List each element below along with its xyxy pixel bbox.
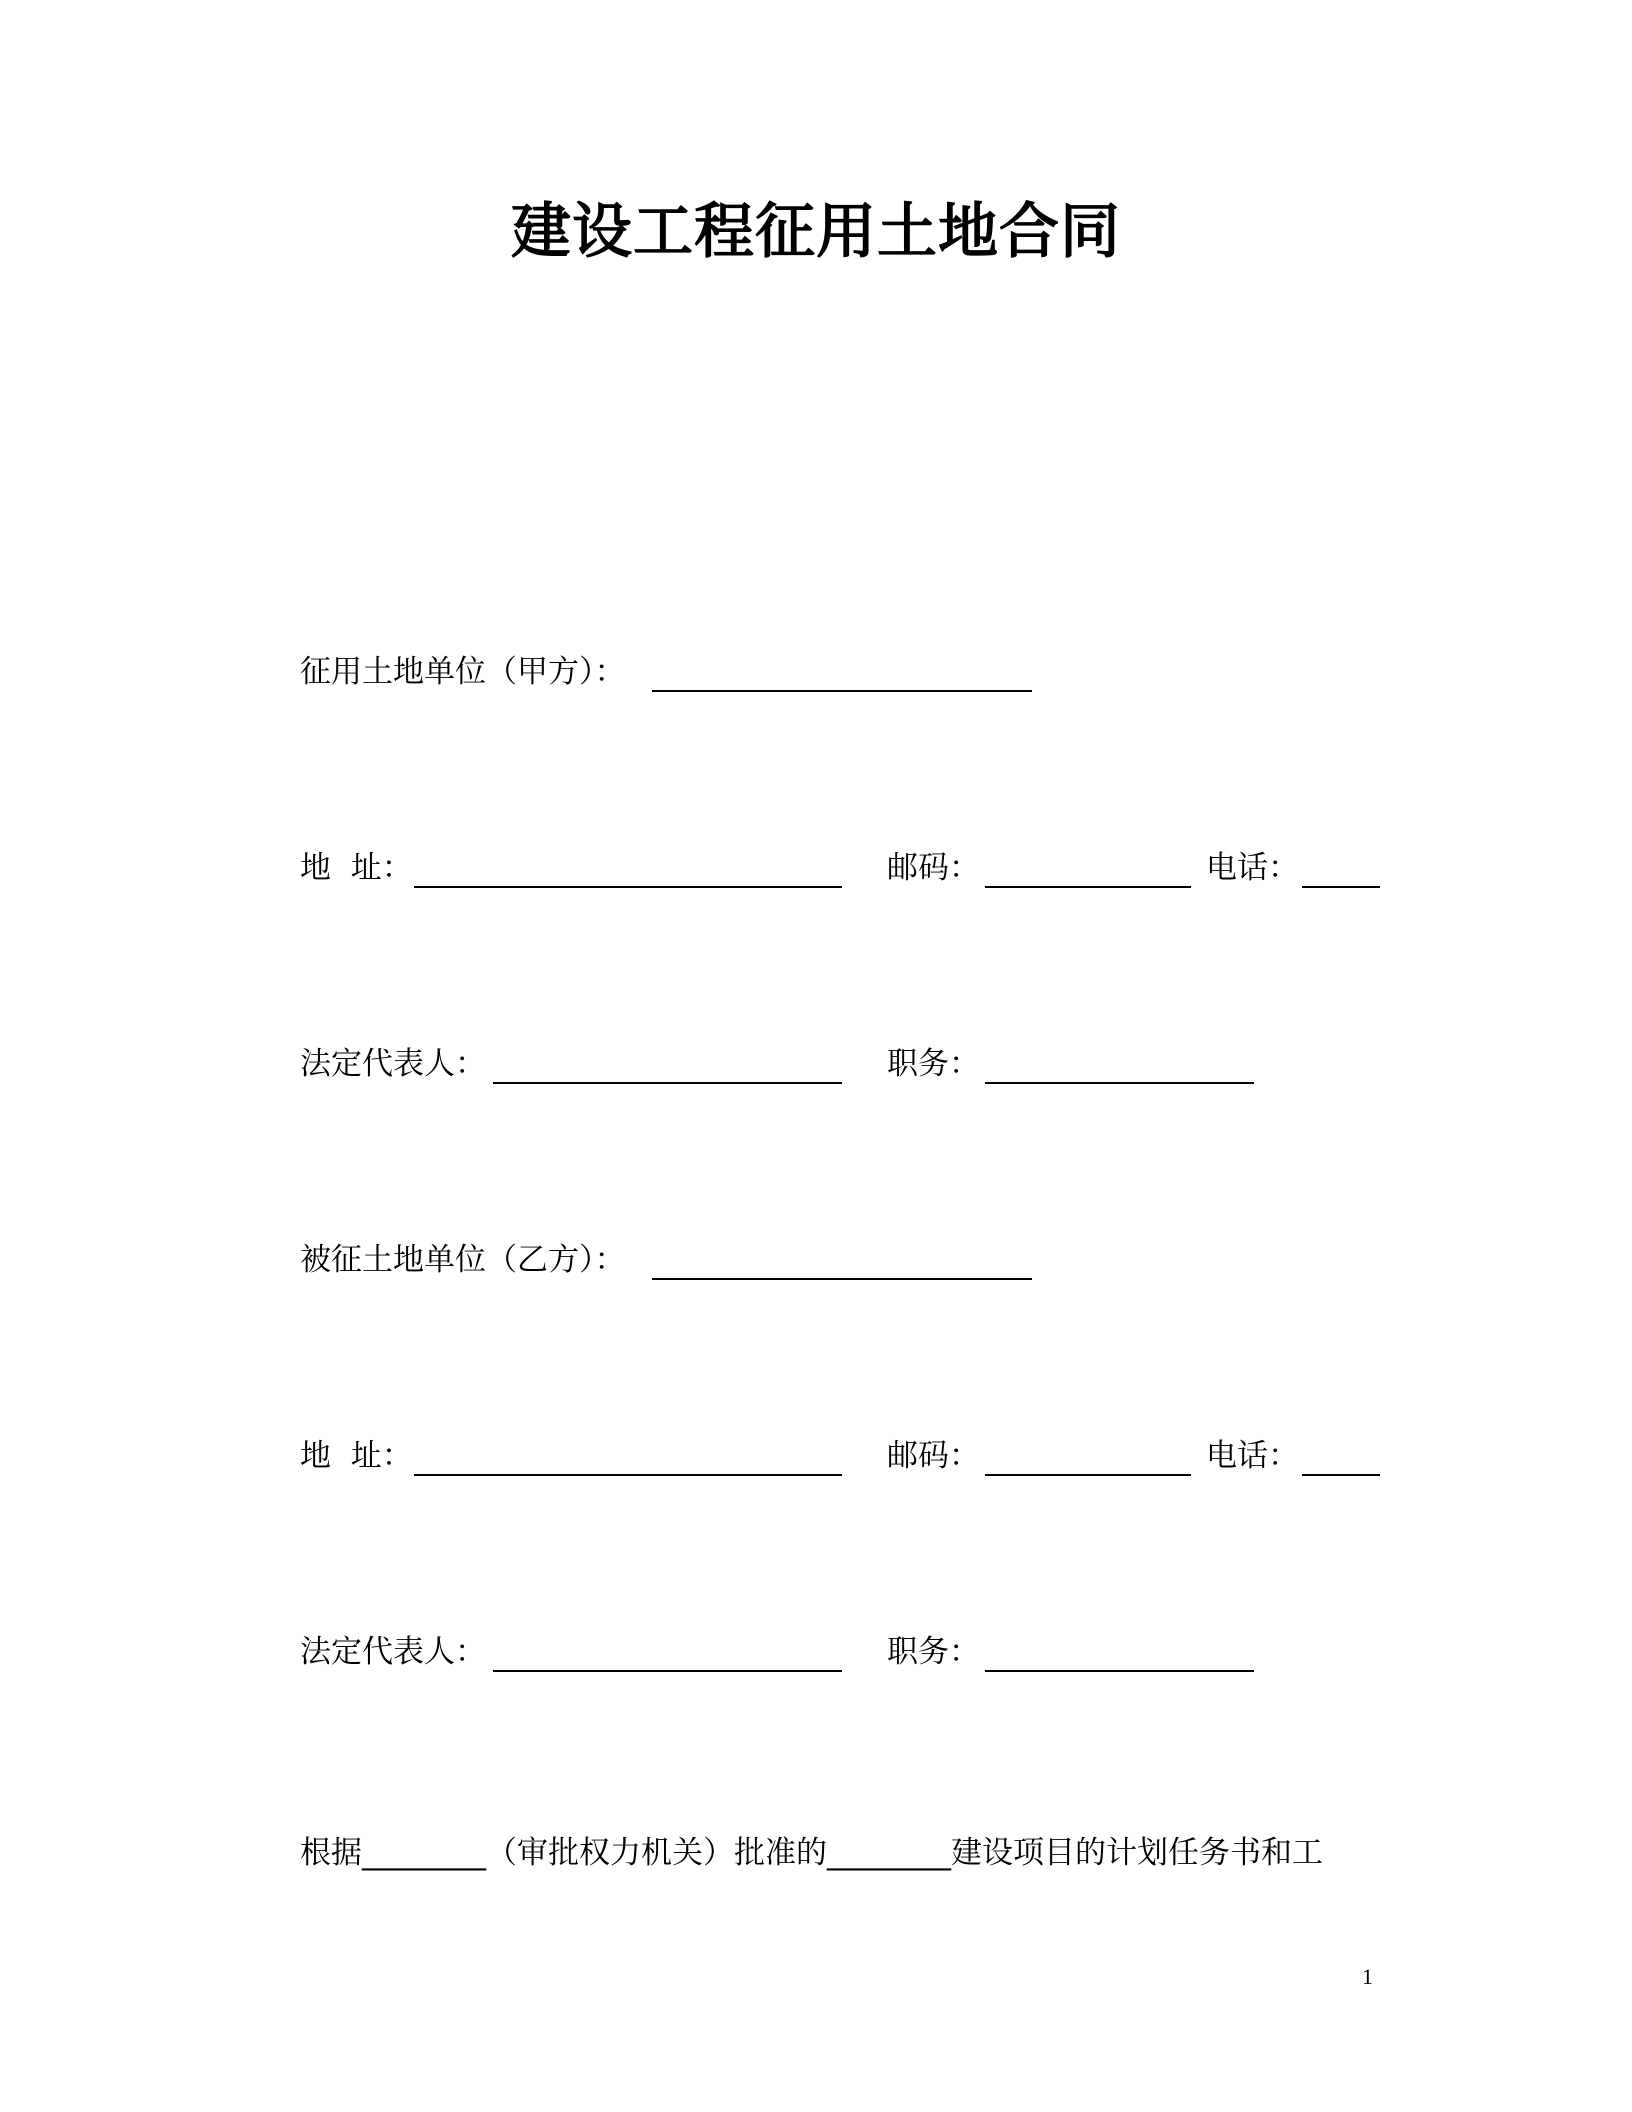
party-a-postcode-label: 邮码： — [887, 850, 980, 886]
party-a-rep-field[interactable] — [493, 1082, 842, 1084]
party-a-phone-field[interactable] — [1302, 886, 1380, 888]
party-b-address-field[interactable] — [414, 1474, 842, 1476]
party-a-phone-label: 电话： — [1206, 850, 1299, 886]
page-number: 1 — [1362, 1964, 1373, 1989]
party-b-position-label: 职务： — [887, 1634, 980, 1670]
party-a-unit-label: 征用土地单位（甲方）： — [300, 654, 626, 690]
party-a-position-label: 职务： — [887, 1046, 980, 1082]
party-a-unit-field[interactable] — [652, 690, 1032, 692]
party-a-postcode-field[interactable] — [985, 886, 1191, 888]
party-b-unit-field[interactable] — [652, 1278, 1032, 1280]
party-b-postcode-label: 邮码： — [887, 1438, 980, 1474]
party-b-rep-field[interactable] — [493, 1670, 842, 1672]
party-a-rep-label: 法定代表人： — [300, 1046, 486, 1082]
party-b-phone-label: 电话： — [1206, 1438, 1299, 1474]
party-b-unit-label: 被征土地单位（乙方）： — [300, 1242, 626, 1278]
party-b-phone-field[interactable] — [1302, 1474, 1380, 1476]
basis-paragraph: 根据________（审批权力机关）批准的________建设项目的计划任务书和工 — [300, 1835, 1323, 1871]
party-a-position-field[interactable] — [985, 1082, 1254, 1084]
party-b-position-field[interactable] — [985, 1670, 1254, 1672]
party-a-address-field[interactable] — [414, 886, 842, 888]
document-title: 建设工程征用土地合同 — [511, 197, 1121, 267]
party-a-address-label: 地 址： — [300, 850, 413, 886]
party-b-address-label: 地 址： — [300, 1438, 413, 1474]
party-b-rep-label: 法定代表人： — [300, 1634, 486, 1670]
party-b-postcode-field[interactable] — [985, 1474, 1191, 1476]
